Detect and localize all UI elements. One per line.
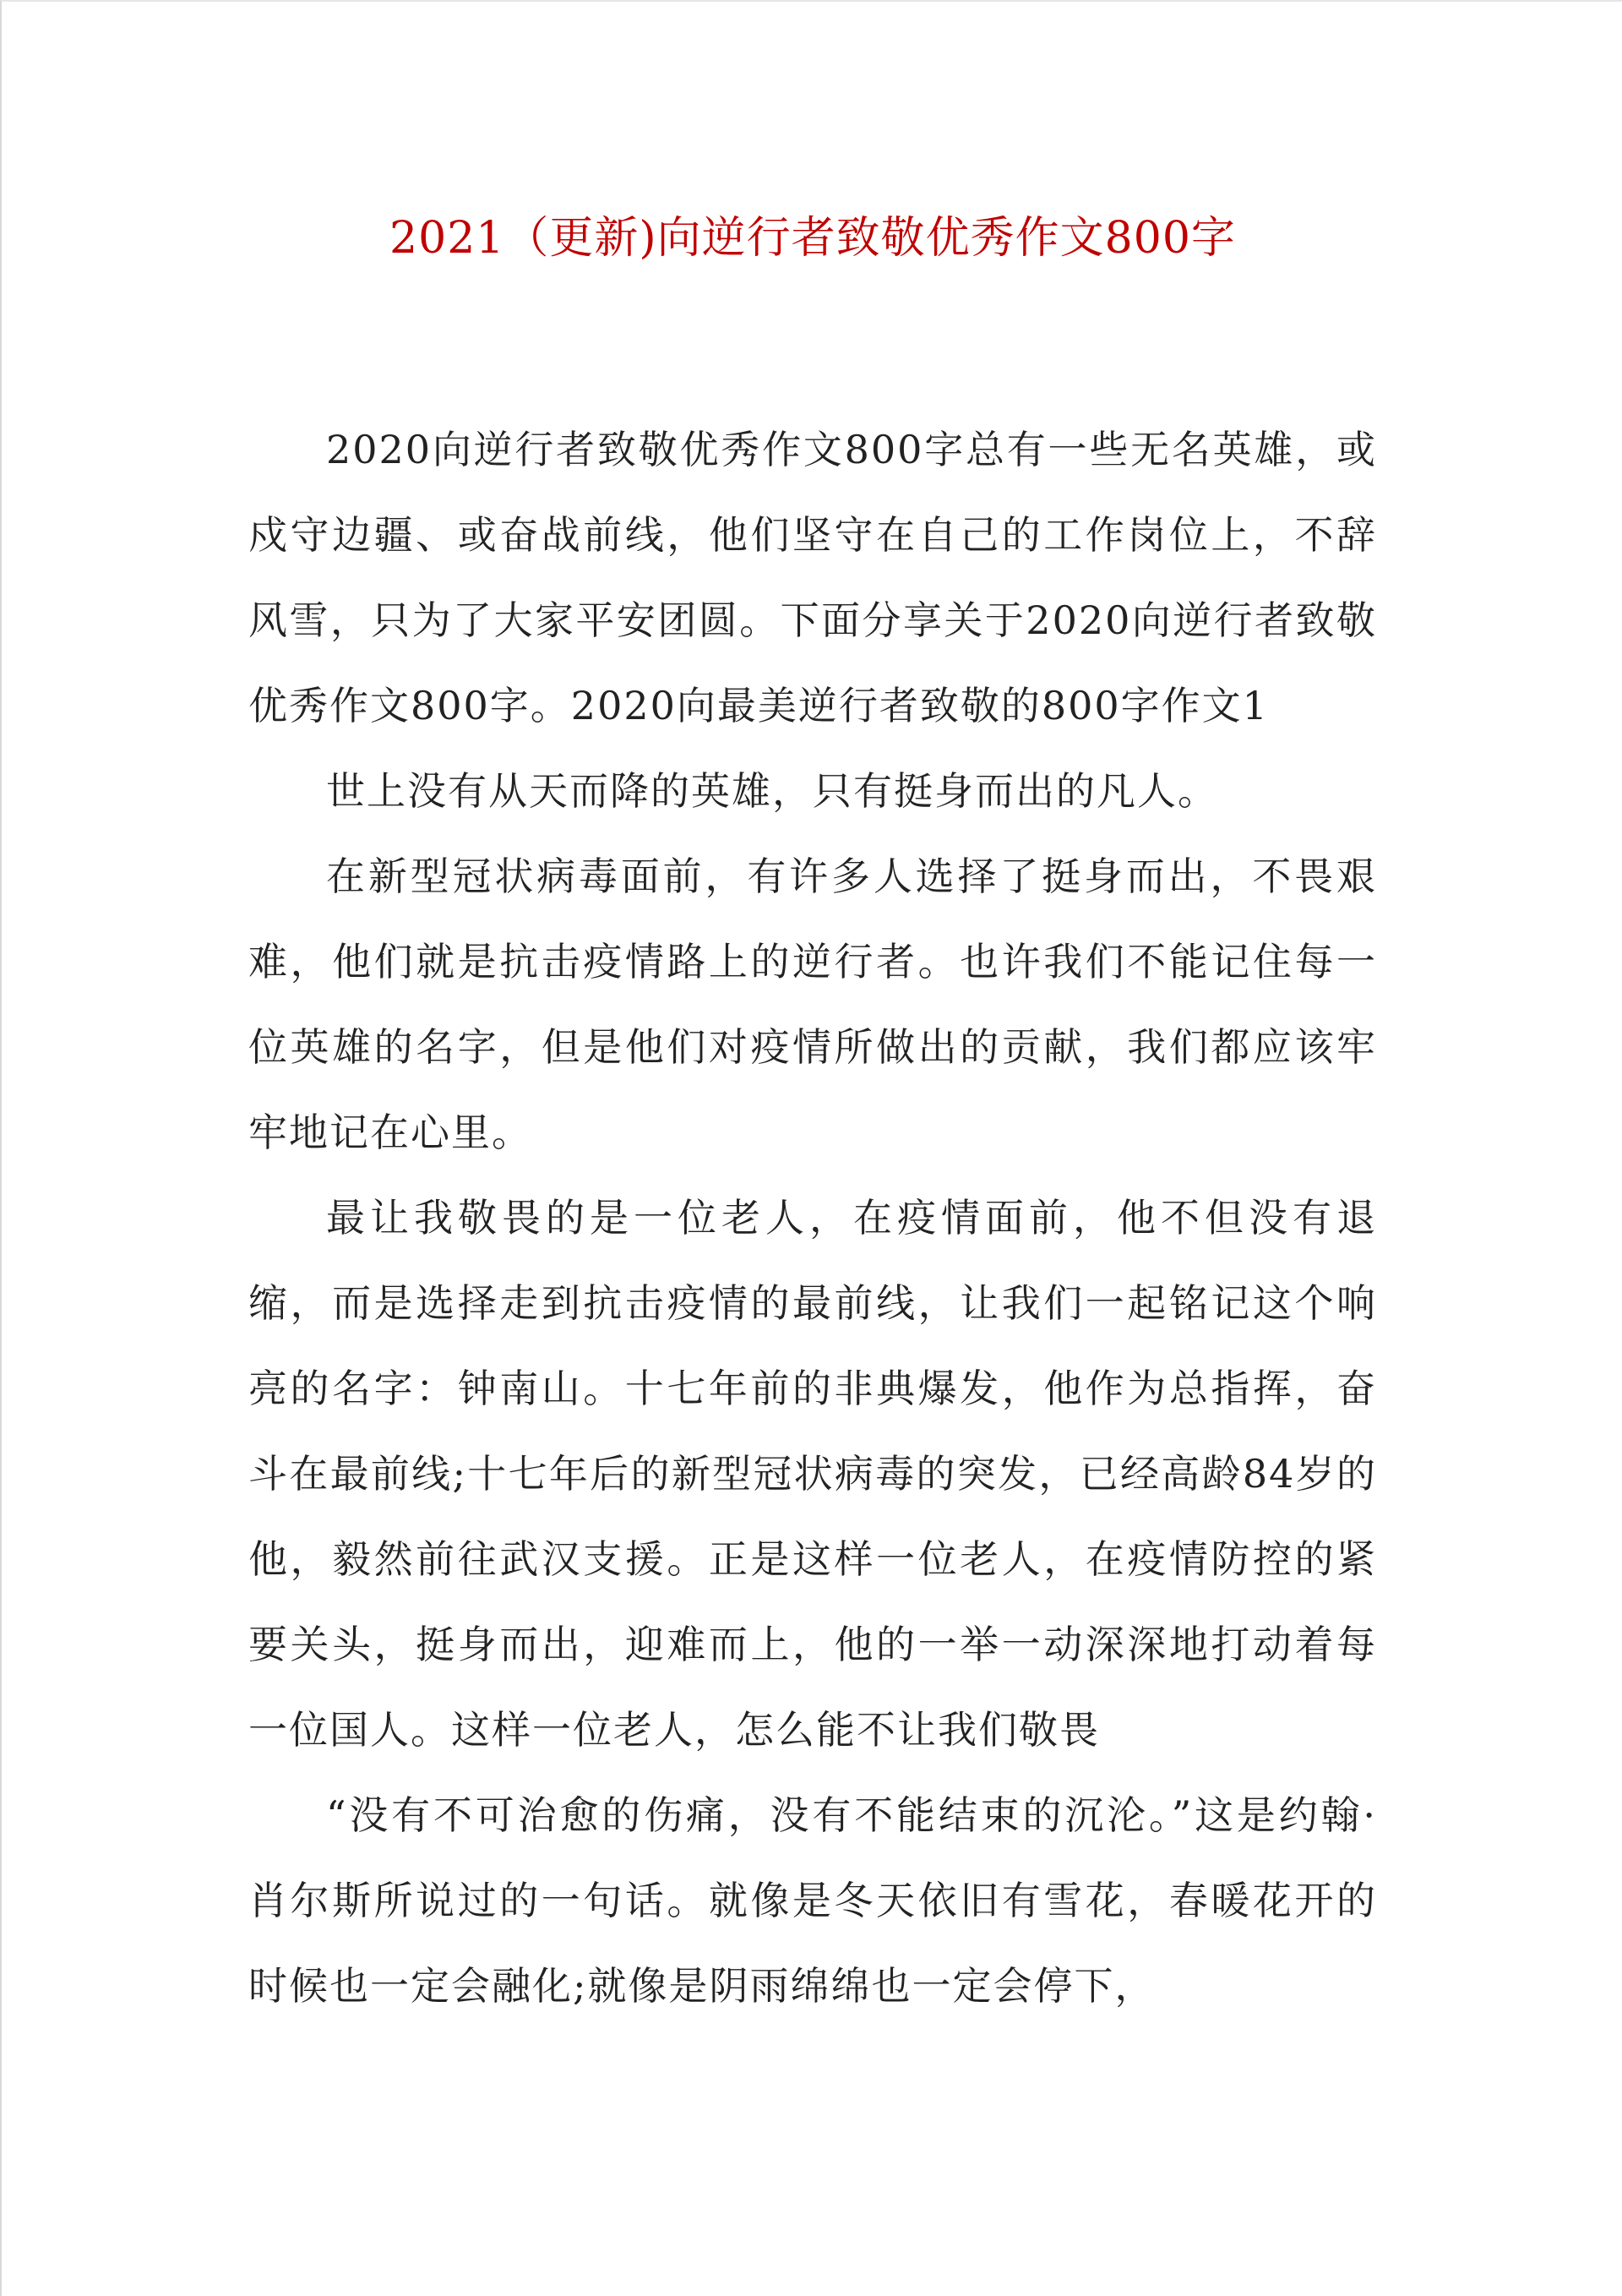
document-body xyxy=(248,407,1377,2029)
document-title: 2021（更新)向逆行者致敬优秀作文800字 xyxy=(389,213,1236,264)
paragraph-intro: 2020向逆行者致敬优秀作文800字总有一些无名英雄，或戍守边疆、或奋战前线，他们坚守在自己的工作岗位上，不辞风雪，只为了大家平安团圆。下面分享关于2020向逆行者致敬优秀作文800字。2020向最美逆行者致敬的800字作文1 xyxy=(248,427,1377,728)
paragraph-quote-shores: “没有不可治愈的伤痛，没有不能结束的沉沦。”这是约翰·肖尔斯所说过的一句话。就像是冬天依旧有雪花，春暖花开的时候也一定会融化;就像是阴雨绵绵也一定会停下， xyxy=(248,1792,1377,2009)
paragraph-epidemic: 在新型冠状病毒面前，有许多人选择了挺身而出，不畏艰难，他们就是抗击疫情路上的逆行者。也许我们不能记住每一位英雄的名字，但是他们对疫情所做出的贡献，我们都应该牢牢地记在心里。 xyxy=(248,854,1377,1155)
paragraph-hero-quote: 世上没有从天而降的英雄，只有挺身而出的凡人。 xyxy=(326,768,1218,814)
paragraph-zhong-nanshan: 最让我敬畏的是一位老人，在疫情面前，他不但没有退缩，而是选择走到抗击疫情的最前线，让我们一起铭记这个响亮的名字：钟南山。十七年前的非典爆发，他作为总指挥，奋斗在最前线;十七年后的新型冠状病毒的突发，已经高龄84岁的他，毅然前往武汉支援。正是这样一位老人，在疫情防控的紧要关头，挺身而出，迎难而上，他的一举一动深深地打动着每一位国人。这样一位老人，怎么能不让我们敬畏 xyxy=(248,1195,1377,1753)
